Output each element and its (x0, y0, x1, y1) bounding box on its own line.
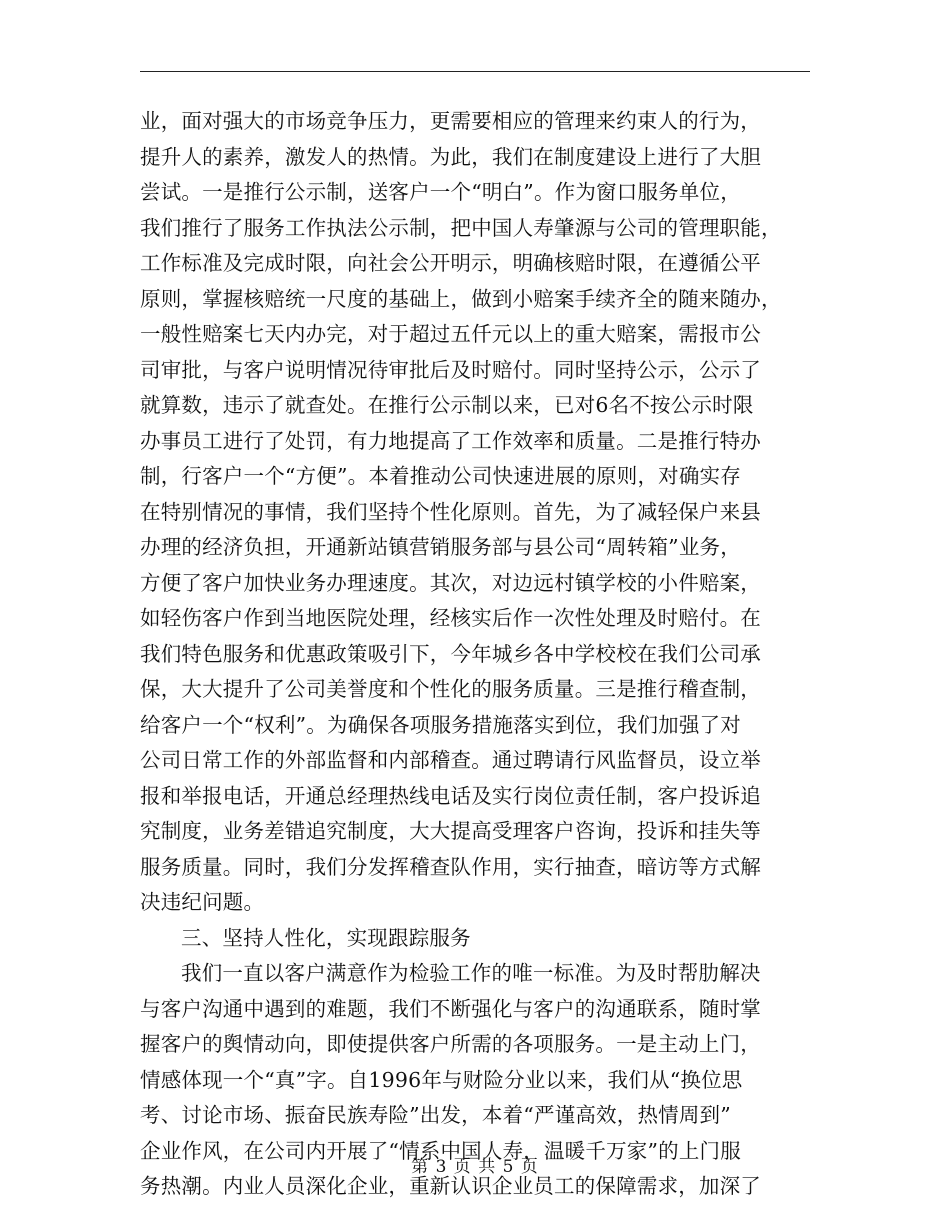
text-line: 给客户一个“权利”。为确保各项服务措施落实到位，我们加强了对 (140, 712, 741, 737)
text-line: 在特别情况的事情，我们坚持个性化原则。首先，为了减轻保户来县 (140, 499, 761, 524)
text-line: 业，面对强大的市场竞争压力，更需要相应的管理来约束人的行为， (140, 109, 761, 133)
text-line: 服务质量。同时，我们分发挥稽查队作用，实行抽查，暗访等方式解 (140, 854, 761, 879)
text-line: 司审批，与客户说明情况待审批后及时赔付。同时坚持公示，公示了 (140, 357, 761, 382)
text-line: 与客户沟通中遇到的难题，我们不断强化与客户的沟通联系，随时掌 (140, 996, 761, 1021)
text-line: 企业作风，在公司内开展了“情系中国人寿，温暖千万家”的上门服 (140, 1138, 741, 1163)
text-line: 究制度，业务差错追究制度，大大提高受理客户咨询，投诉和挂失等 (140, 819, 761, 843)
text-line: 方便了客户加快业务办理速度。其次，对边远村镇学校的小件赔案， (140, 570, 761, 595)
header-rule (140, 71, 810, 72)
text-line: 办理的经济负担，开通新站镇营销服务部与县公司“周转箱”业务， (140, 535, 741, 559)
page-number-footer: 第 3 页 共 5 页 (411, 1157, 539, 1177)
text-line: 务热潮。内业人员深化企业，重新认识企业员工的保障需求，加深了 (140, 1174, 761, 1198)
text-line: 我们推行了服务工作执法公示制，把中国人寿肇源与公司的管理职能， (140, 215, 782, 240)
text-line: 原则，掌握核赔统一尺度的基础上，做到小赔案手续齐全的随来随办， (140, 286, 782, 311)
text-line: 尝试。一是推行公示制，送客户一个“明白”。作为窗口服务单位， (140, 180, 741, 204)
text-line: 一般性赔案七天内办完，对于超过五仟元以上的重大赔案，需报市公 (140, 322, 761, 346)
section-heading: 三、坚持人性化，实现跟踪服务 (181, 925, 471, 950)
text-line: 保，大大提升了公司美誉度和个性化的服务质量。三是推行稽查制， (140, 677, 761, 701)
text-line: 如轻伤客户作到当地医院处理，经核实后作一次性处理及时赔付。在 (140, 606, 761, 630)
text-line: 公司日常工作的外部监督和内部稽查。通过聘请行风监督员，设立举 (140, 748, 761, 772)
paragraph-first-line: 我们一直以客户满意作为检验工作的唯一标准。为及时帮肋解决 (181, 961, 761, 985)
text-line: 制，行客户一个“方便”。本着推动公司快速进展的原则，对确实存 (140, 464, 741, 488)
text-line: 工作标准及完成时限，向社会公开明示，明确核赔时限，在遵循公平 (140, 251, 761, 275)
text-line: 提升人的素养，激发人的热情。为此，我们在制度建设上进行了大胆 (140, 144, 761, 169)
text-line: 握客户的舆情动向，即使提供客户所需的各项服务。一是主动上门， (140, 1032, 761, 1056)
text-line: 情感体现一个“真”字。自1996年与财险分业以来，我们从“换位思 (140, 1067, 743, 1092)
text-line: 我们特色服务和优惠政策吸引下，今年城乡各中学校校在我们公司承 (140, 641, 761, 666)
body-text (140, 104, 820, 1205)
text-line: 考、讨论市场、振奋民族寿险”出发，本着“严谨高效，热情周到” (140, 1103, 731, 1127)
text-line: 报和举报电话，开通总经理热线电话及实行岗位责任制，客户投诉追 (140, 783, 761, 808)
text-line: 决违纪问题。 (140, 890, 265, 914)
text-line: 就算数，违示了就查处。在推行公示制以来，已对6名不按公示时限 (140, 393, 754, 417)
text-line: 办事员工进行了处罚，有力地提高了工作效率和质量。二是推行特办 (140, 428, 761, 453)
